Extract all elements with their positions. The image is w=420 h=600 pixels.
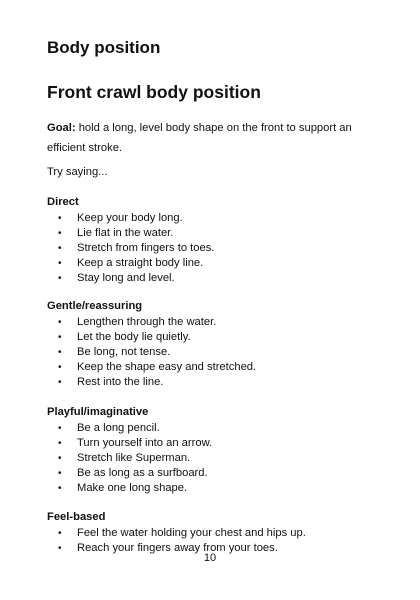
bullet-icon: •: [58, 543, 62, 554]
list-item: [47, 226, 387, 241]
list-item-text: Lengthen through the water.: [77, 316, 217, 328]
section-direct: [47, 193, 387, 286]
bullet-icon: •: [58, 332, 62, 343]
section-title: Gentle/reassuring: [47, 300, 143, 312]
list-item-text: Turn yourself into an arrow.: [77, 437, 213, 449]
bullet-icon: •: [58, 362, 62, 373]
list-item-text: Let the body lie quietly.: [77, 331, 191, 343]
page-number: 10: [203, 552, 217, 564]
bullet-icon: •: [58, 423, 62, 434]
list-item: [47, 330, 387, 345]
bullet-list: [47, 315, 387, 390]
bullet-icon: •: [58, 438, 62, 449]
list-item: [47, 345, 387, 360]
goal-label: Goal:: [47, 122, 76, 134]
list-item-text: Be long, not tense.: [77, 346, 171, 358]
list-item-text: Be as long as a surfboard.: [77, 467, 208, 479]
list-item: [47, 451, 387, 466]
list-item-text: Keep a straight body line.: [77, 257, 204, 269]
list-item: [47, 315, 387, 330]
section-title: Playful/imaginative: [47, 406, 149, 418]
bullet-list: [47, 421, 387, 496]
bullet-icon: •: [58, 483, 62, 494]
list-item: [47, 211, 387, 226]
list-item: [47, 436, 387, 451]
bullet-icon: •: [58, 243, 62, 254]
list-item-text: Keep your body long.: [77, 212, 183, 224]
subsection-heading: Front crawl body position: [47, 82, 261, 102]
section-title: Direct: [47, 196, 79, 208]
bullet-icon: •: [58, 317, 62, 328]
list-item: [47, 375, 387, 390]
bullet-icon: •: [58, 228, 62, 239]
list-item-text: Make one long shape.: [77, 482, 188, 494]
list-item-text: Stretch like Superman.: [77, 452, 191, 464]
goal-text: hold a long, level body shape on the front to support an efficient stroke.: [47, 122, 352, 154]
list-item-text: Feel the water holding your chest and hips up.: [77, 527, 306, 539]
list-item: [47, 421, 387, 436]
section-gentle-reassuring: [47, 297, 387, 390]
bullet-icon: •: [58, 528, 62, 539]
list-item: [47, 526, 387, 541]
bullet-icon: •: [58, 273, 62, 284]
list-item-text: Stay long and level.: [77, 272, 175, 284]
goal-paragraph: [47, 118, 377, 158]
list-item-text: Rest into the line.: [77, 376, 164, 388]
list-item-text: Stretch from fingers to toes.: [77, 242, 215, 254]
bullet-list: [47, 211, 387, 286]
list-item: [47, 481, 387, 496]
bullet-icon: •: [58, 258, 62, 269]
list-item-text: Reach your fingers away from your toes.: [77, 542, 278, 554]
bullet-icon: •: [58, 468, 62, 479]
try-saying-text: Try saying...: [47, 166, 108, 178]
list-item: [47, 466, 387, 481]
list-item-text: Be a long pencil.: [77, 422, 160, 434]
bullet-icon: •: [58, 453, 62, 464]
list-item-text: Lie flat in the water.: [77, 227, 174, 239]
section-playful-imaginative: [47, 403, 387, 496]
section-feel-based: [47, 508, 387, 556]
bullet-icon: •: [58, 347, 62, 358]
section-heading: Body position: [47, 38, 161, 57]
bullet-icon: •: [58, 377, 62, 388]
list-item: [47, 360, 387, 375]
bullet-icon: •: [58, 213, 62, 224]
section-title: Feel-based: [47, 511, 106, 523]
list-item: [47, 256, 387, 271]
list-item-text: Keep the shape easy and stretched.: [77, 361, 257, 373]
list-item: [47, 241, 387, 256]
list-item: [47, 271, 387, 286]
